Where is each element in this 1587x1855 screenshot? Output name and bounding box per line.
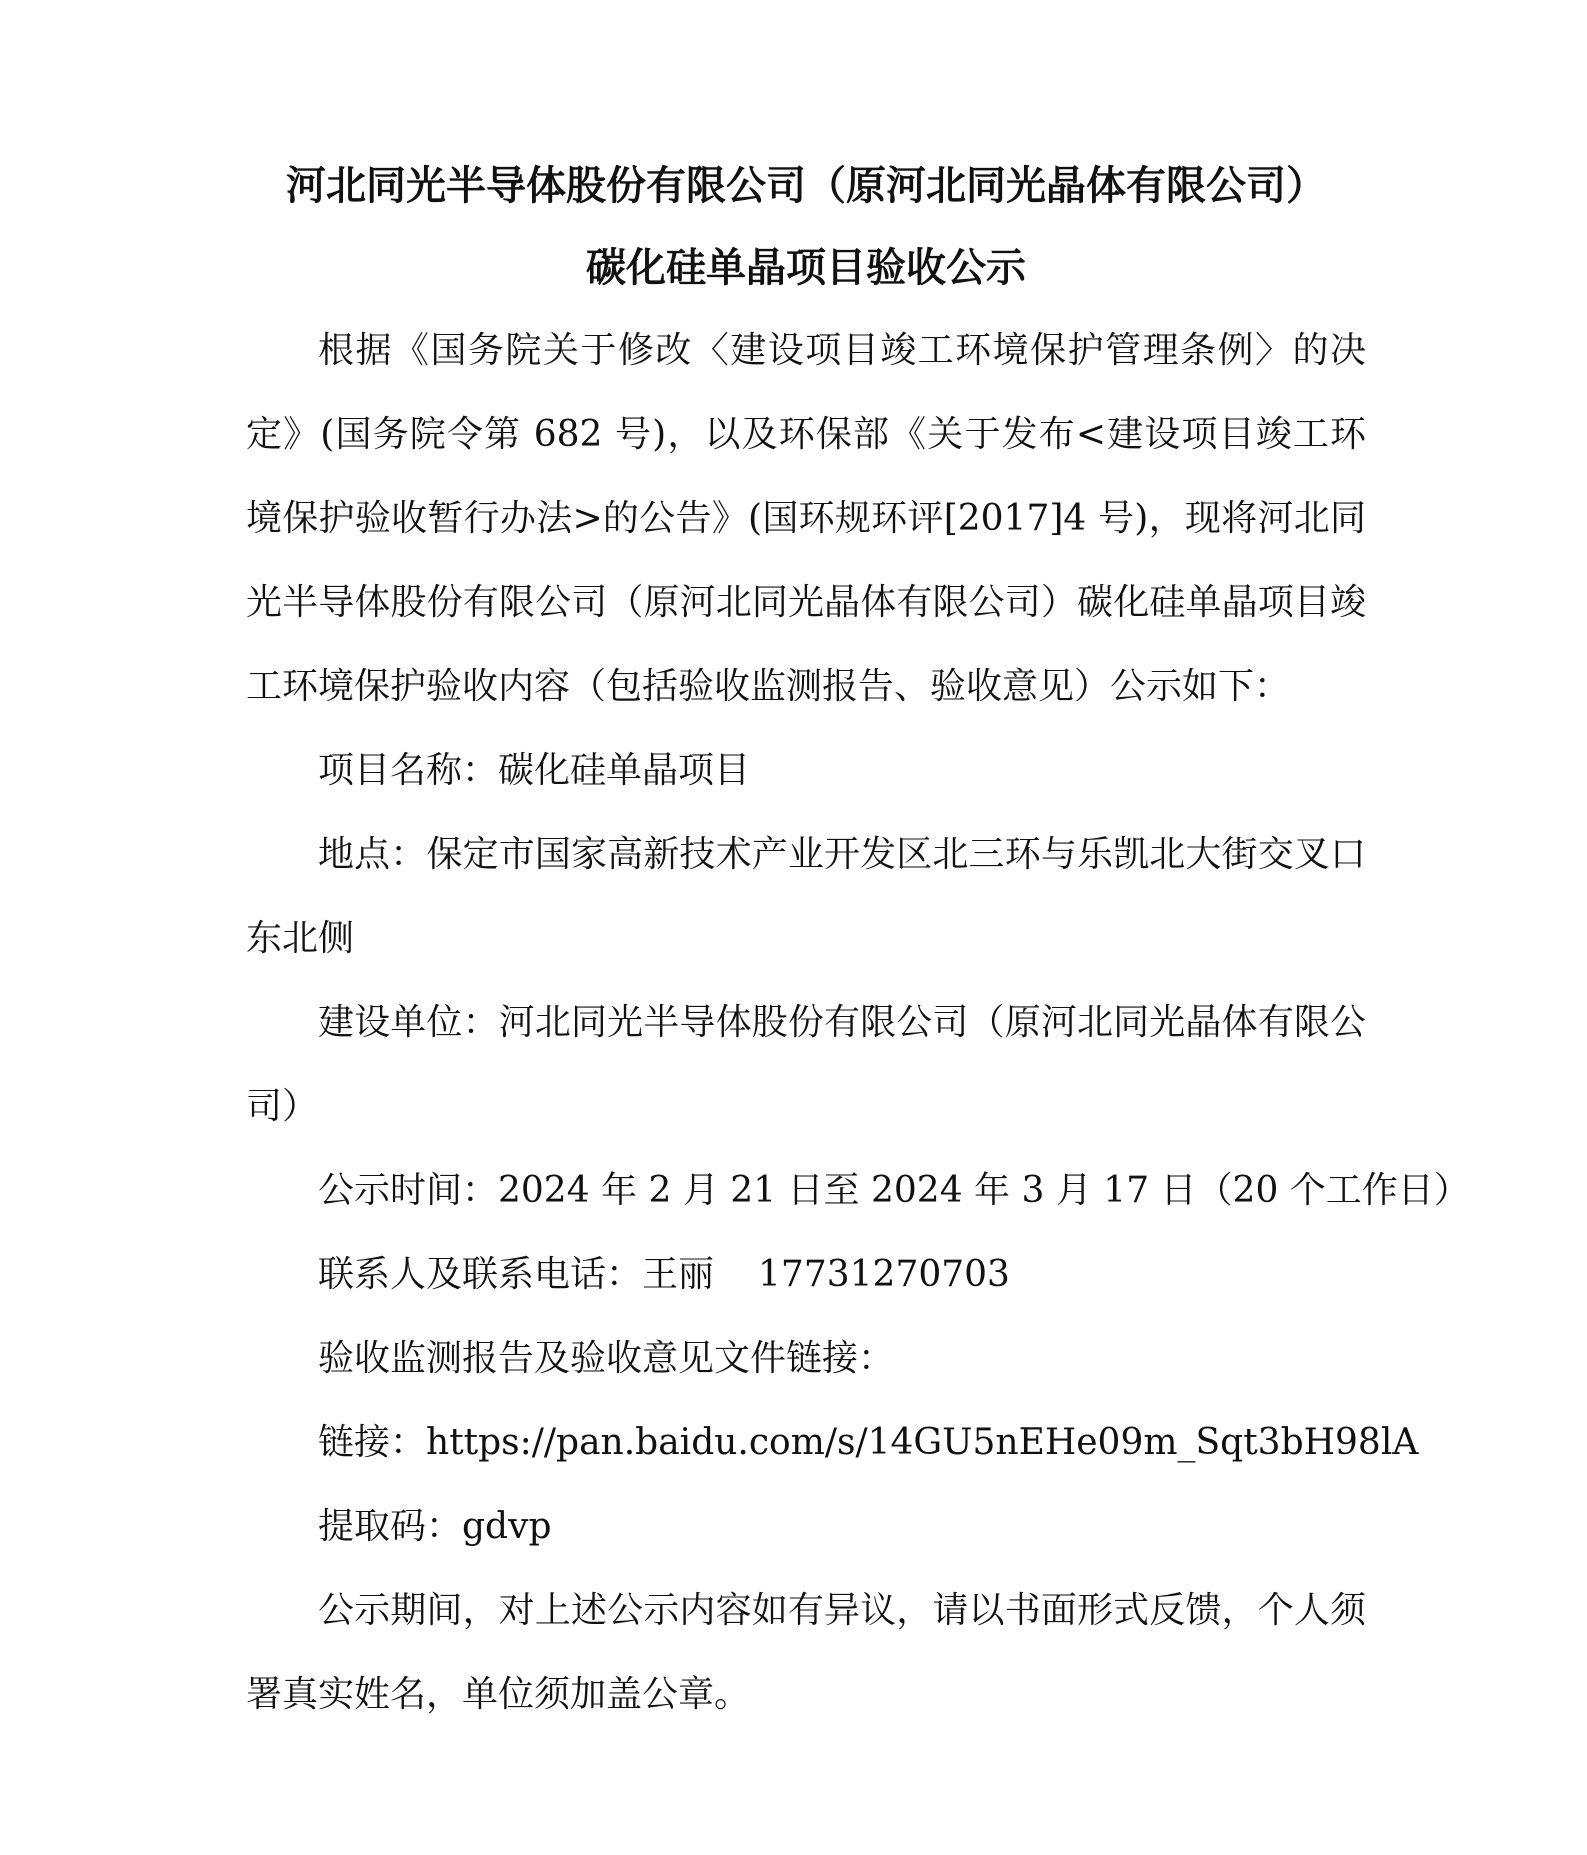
link-line bbox=[246, 1401, 1419, 1485]
extraction-code-value: gdvp bbox=[462, 1506, 552, 1547]
project-location: 地点：保定市国家高新技术产业开发区北三环与乐凯北大街交叉口东北侧 bbox=[246, 834, 1366, 959]
contact-phone: 17731270703 bbox=[758, 1254, 1010, 1295]
project-name: 项目名称：碳化硅单晶项目 bbox=[318, 750, 751, 791]
extraction-code-label: 提取码： bbox=[318, 1506, 463, 1547]
contact-info bbox=[246, 1233, 1366, 1317]
intro-paragraph: 根据《国务院关于修改〈建设项目竣工环境保护管理条例〉的决定》(国务院令第 682 号)，以及环保部《关于发布<建设项目竣工环境保护验收暂行办法>的公告》(国环规环评[2017]4 号)，现将河北同光半导体股份有限公司（原河北同光晶体有限公司）碳化硅单晶项目竣工环境保护验收内容（包括验收监测报告、验收意见）公示如下： bbox=[246, 330, 1366, 707]
contact-label: 联系人及联系电话：王丽 bbox=[318, 1254, 715, 1295]
construction-unit: 建设单位：河北同光半导体股份有限公司（原河北同光晶体有限公司） bbox=[246, 1002, 1366, 1127]
files-heading: 验收监测报告及验收意见文件链接： bbox=[318, 1338, 895, 1379]
closing-paragraph: 公示期间，对上述公示内容如有异议，请以书面形式反馈，个人须署真实姓名，单位须加盖公章。 bbox=[246, 1590, 1366, 1715]
extraction-code-line bbox=[246, 1485, 1366, 1569]
document-body bbox=[246, 145, 1470, 1737]
download-link[interactable]: https://pan.baidu.com/s/14GU5nEHe09m_Sqt3bH98lA bbox=[426, 1422, 1419, 1463]
link-label: 链接： bbox=[318, 1422, 427, 1463]
title-line-1: 河北同光半导体股份有限公司（原河北同光晶体有限公司） bbox=[286, 162, 1326, 209]
publicity-period: 公示时间：2024 年 2 月 21 日至 2024 年 3 月 17 日（20 个工作日） bbox=[318, 1170, 1470, 1211]
title-line-2: 碳化硅单晶项目验收公示 bbox=[586, 244, 1026, 291]
